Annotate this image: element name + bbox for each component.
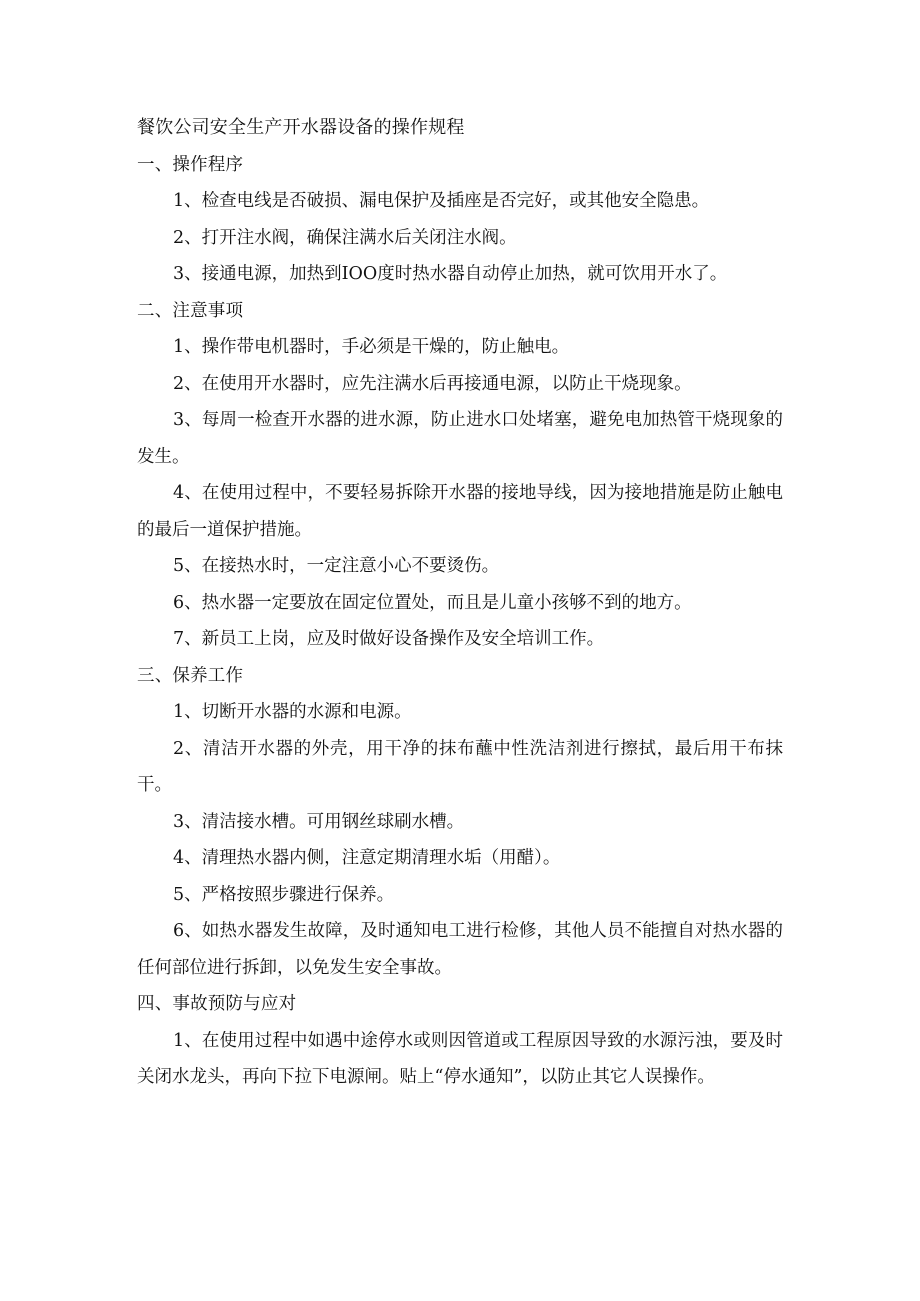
maintenance-item-3: 3、清洁接水槽。可用钢丝球刷水槽。 [173, 811, 465, 832]
maintenance-item-5: 5、严格按照步骤进行保养。 [173, 884, 395, 905]
section-heading-maintenance: 三、保养工作 [137, 665, 244, 686]
operation-item-3: 3、接通电源，加热到IOO度时热水器自动停止加热，就可饮用开水了。 [173, 264, 728, 284]
precaution-item-7: 7、新员工上岗，应及时做好设备操作及安全培训工作。 [173, 629, 605, 649]
precaution-item-4: 4、在使用过程中，不要轻易拆除开水器的接地导线，因为接地措施是防止触电的最后一道保护措施。 [137, 483, 783, 540]
maintenance-item-1: 1、切断开水器的水源和电源。 [173, 702, 412, 722]
maintenance-item-4: 4、清理热水器内侧，注意定期清理水垢（用醋）。 [173, 848, 561, 868]
maintenance-item-2: 2、清洁开水器的外壳，用干净的抹布蘸中性洗洁剂进行擦拭，最后用干布抹干。 [137, 738, 783, 795]
precaution-item-6: 6、热水器一定要放在固定位置处，而且是儿童小孩够不到的地方。 [173, 592, 692, 613]
operation-item-2: 2、打开注水阀，确保注满水后关闭注水阀。 [173, 227, 517, 248]
document-title: 餐饮公司安全生产开水器设备的操作规程 [137, 117, 465, 138]
section-heading-accident-prevention: 四、事故预防与应对 [137, 994, 297, 1014]
precaution-item-5: 5、在接热水时，一定注意小心不要烫伤。 [173, 556, 500, 576]
section-heading-operation-procedure: 一、操作程序 [137, 154, 244, 175]
accident-prevention-item-1: 1、在使用过程中如遇中途停水或则因管道或工程原因导致的水源污浊，要及时关闭水龙头，再向下拉下电源闸。贴上“停水通知”，以防止其它人误操作。 [137, 1030, 783, 1087]
precaution-item-1: 1、操作带电机器时，手必须是干燥的，防止触电。 [173, 337, 570, 357]
document-body [137, 110, 783, 1096]
precaution-item-3: 3、每周一检查开水器的进水源，防止进水口处堵塞，避免电加热管干烧现象的发生。 [137, 410, 783, 467]
precaution-item-2: 2、在使用开水器时，应先注满水后再接通电源，以防止干烧现象。 [173, 373, 692, 394]
maintenance-item-6: 6、如热水器发生故障，及时通知电工进行检修，其他人员不能擅自对热水器的任何部位进行拆卸，以免发生安全事故。 [137, 921, 783, 978]
operation-item-1: 1、检查电线是否破损、漏电保护及插座是否完好，或其他安全隐患。 [173, 191, 710, 211]
section-heading-precautions: 二、注意事项 [137, 300, 244, 321]
